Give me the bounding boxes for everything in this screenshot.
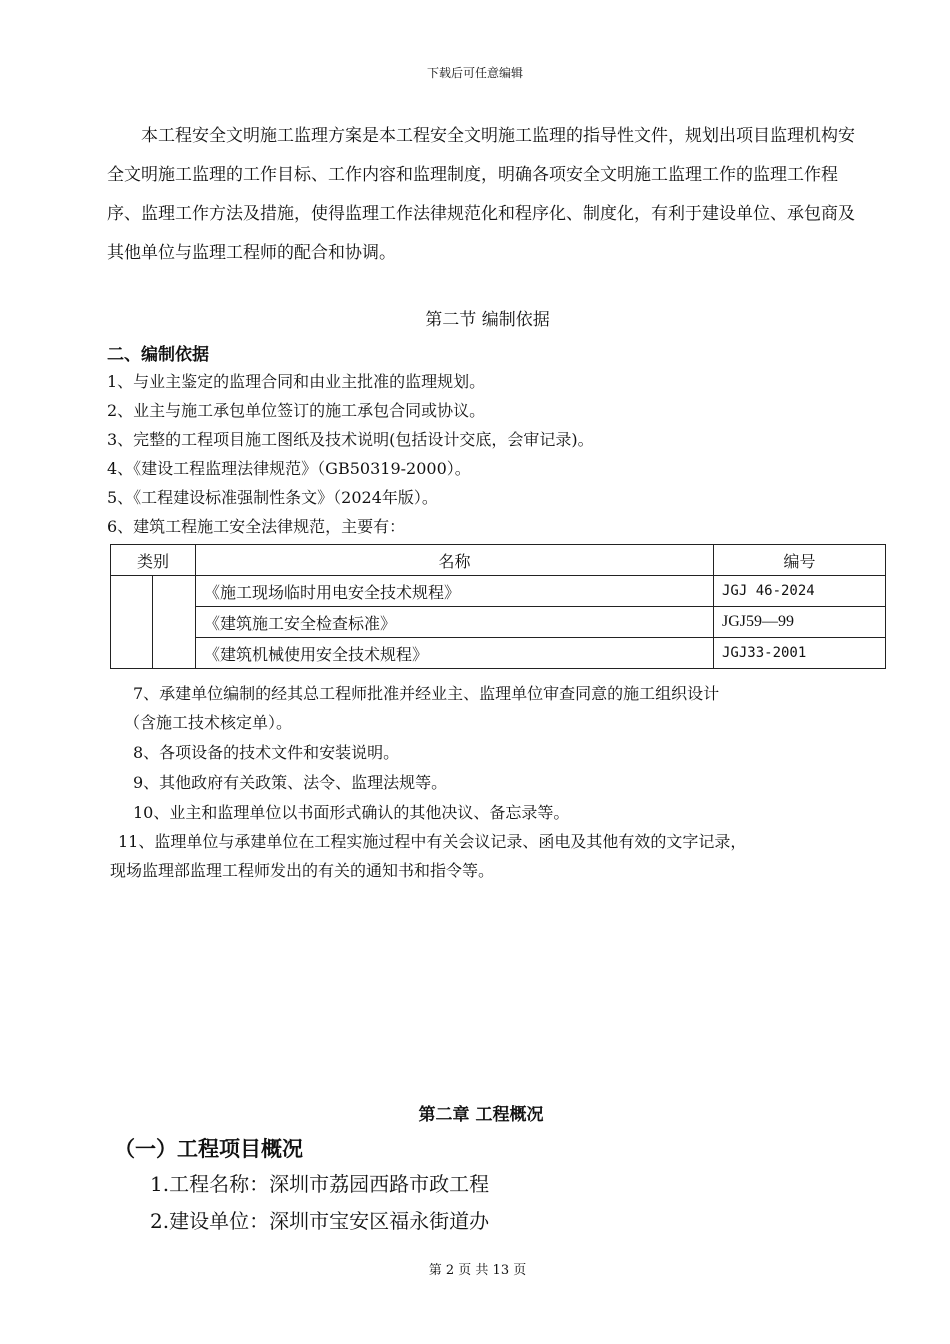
list-item: 9、其他政府有关政策、法令、监理法规等。 <box>133 773 448 792</box>
standards-table <box>110 544 886 669</box>
table-row <box>111 576 886 607</box>
list-item: 7、承建单位编制的经其总工程师批准并经业主、监理单位审查同意的施工组织设计 <box>133 684 720 703</box>
table-cell-name: 《建筑机械使用安全技术规程》 <box>196 638 714 669</box>
table-cell-name: 《建筑施工安全检查标准》 <box>196 607 714 638</box>
project-name-line: 1.工程名称：深圳市荔园西路市政工程 <box>150 1172 490 1196</box>
list-item: 3、完整的工程项目施工图纸及技术说明(包括设计交底，会审记录)。 <box>107 430 594 449</box>
list-item: 1、与业主鉴定的监理合同和由业主批准的监理规划。 <box>107 372 486 391</box>
chapter-title: 第二章 工程概况 <box>418 1105 544 1125</box>
table-header-category: 类别 <box>111 545 196 576</box>
list-item: 2、业主与施工承包单位签订的施工承包合同或协议。 <box>107 401 486 420</box>
table-header-code: 编号 <box>714 545 886 576</box>
list-item-continuation: （含施工技术核定单）。 <box>124 713 293 732</box>
intro-paragraph: 本工程安全文明施工监理方案是本工程安全文明施工监理的指导性文件，规划出项目监理机构安全文明施工监理的工作目标、工作内容和监理制度，明确各项安全文明施工监理工作的监理工作程序、监理工作方法及措施，使得监理工作法律规范化和程序化、制度化，有利于建设单位、承包商及其他单位与监理工程师的配合和协调。 <box>107 126 855 263</box>
table-cell-code: JGJ59—99 <box>714 607 886 638</box>
table-header-name: 名称 <box>196 545 714 576</box>
chapter-heading: （一）工程项目概况 <box>114 1137 303 1161</box>
table-header-row <box>111 545 886 576</box>
table-cell-category <box>111 576 153 669</box>
list-item: 4、《建设工程监理法律规范》（GB50319-2000）。 <box>107 459 471 478</box>
table-row <box>111 638 886 669</box>
table-cell-code: JGJ 46-2024 <box>714 576 886 607</box>
list-item: 11、监理单位与承建单位在工程实施过程中有关会议记录、函电及其他有效的文字记录， <box>118 832 747 851</box>
table-cell-category <box>153 576 196 669</box>
table-row <box>111 607 886 638</box>
page-footer: 第 2 页 共 13 页 <box>428 1263 527 1278</box>
list-item-continuation: 现场监理部监理工程师发出的有关的通知书和指令等。 <box>110 861 495 880</box>
page-header: 下载后可任意编辑 <box>426 66 523 80</box>
list-item: 5、《工程建设标准强制性条文》（2024年版）。 <box>107 488 438 507</box>
list-item: 8、各项设备的技术文件和安装说明。 <box>133 743 400 762</box>
table-cell-name: 《施工现场临时用电安全技术规程》 <box>196 576 714 607</box>
section-title: 第二节 编制依据 <box>425 310 550 330</box>
list-item: 6、建筑工程施工安全法律规范，主要有： <box>107 517 406 536</box>
client-line: 2.建设单位：深圳市宝安区福永街道办 <box>150 1209 490 1233</box>
section-heading: 二、编制依据 <box>107 345 209 365</box>
list-item: 10、业主和监理单位以书面形式确认的其他决议、备忘录等。 <box>133 803 570 822</box>
table-cell-code: JGJ33-2001 <box>714 638 886 669</box>
